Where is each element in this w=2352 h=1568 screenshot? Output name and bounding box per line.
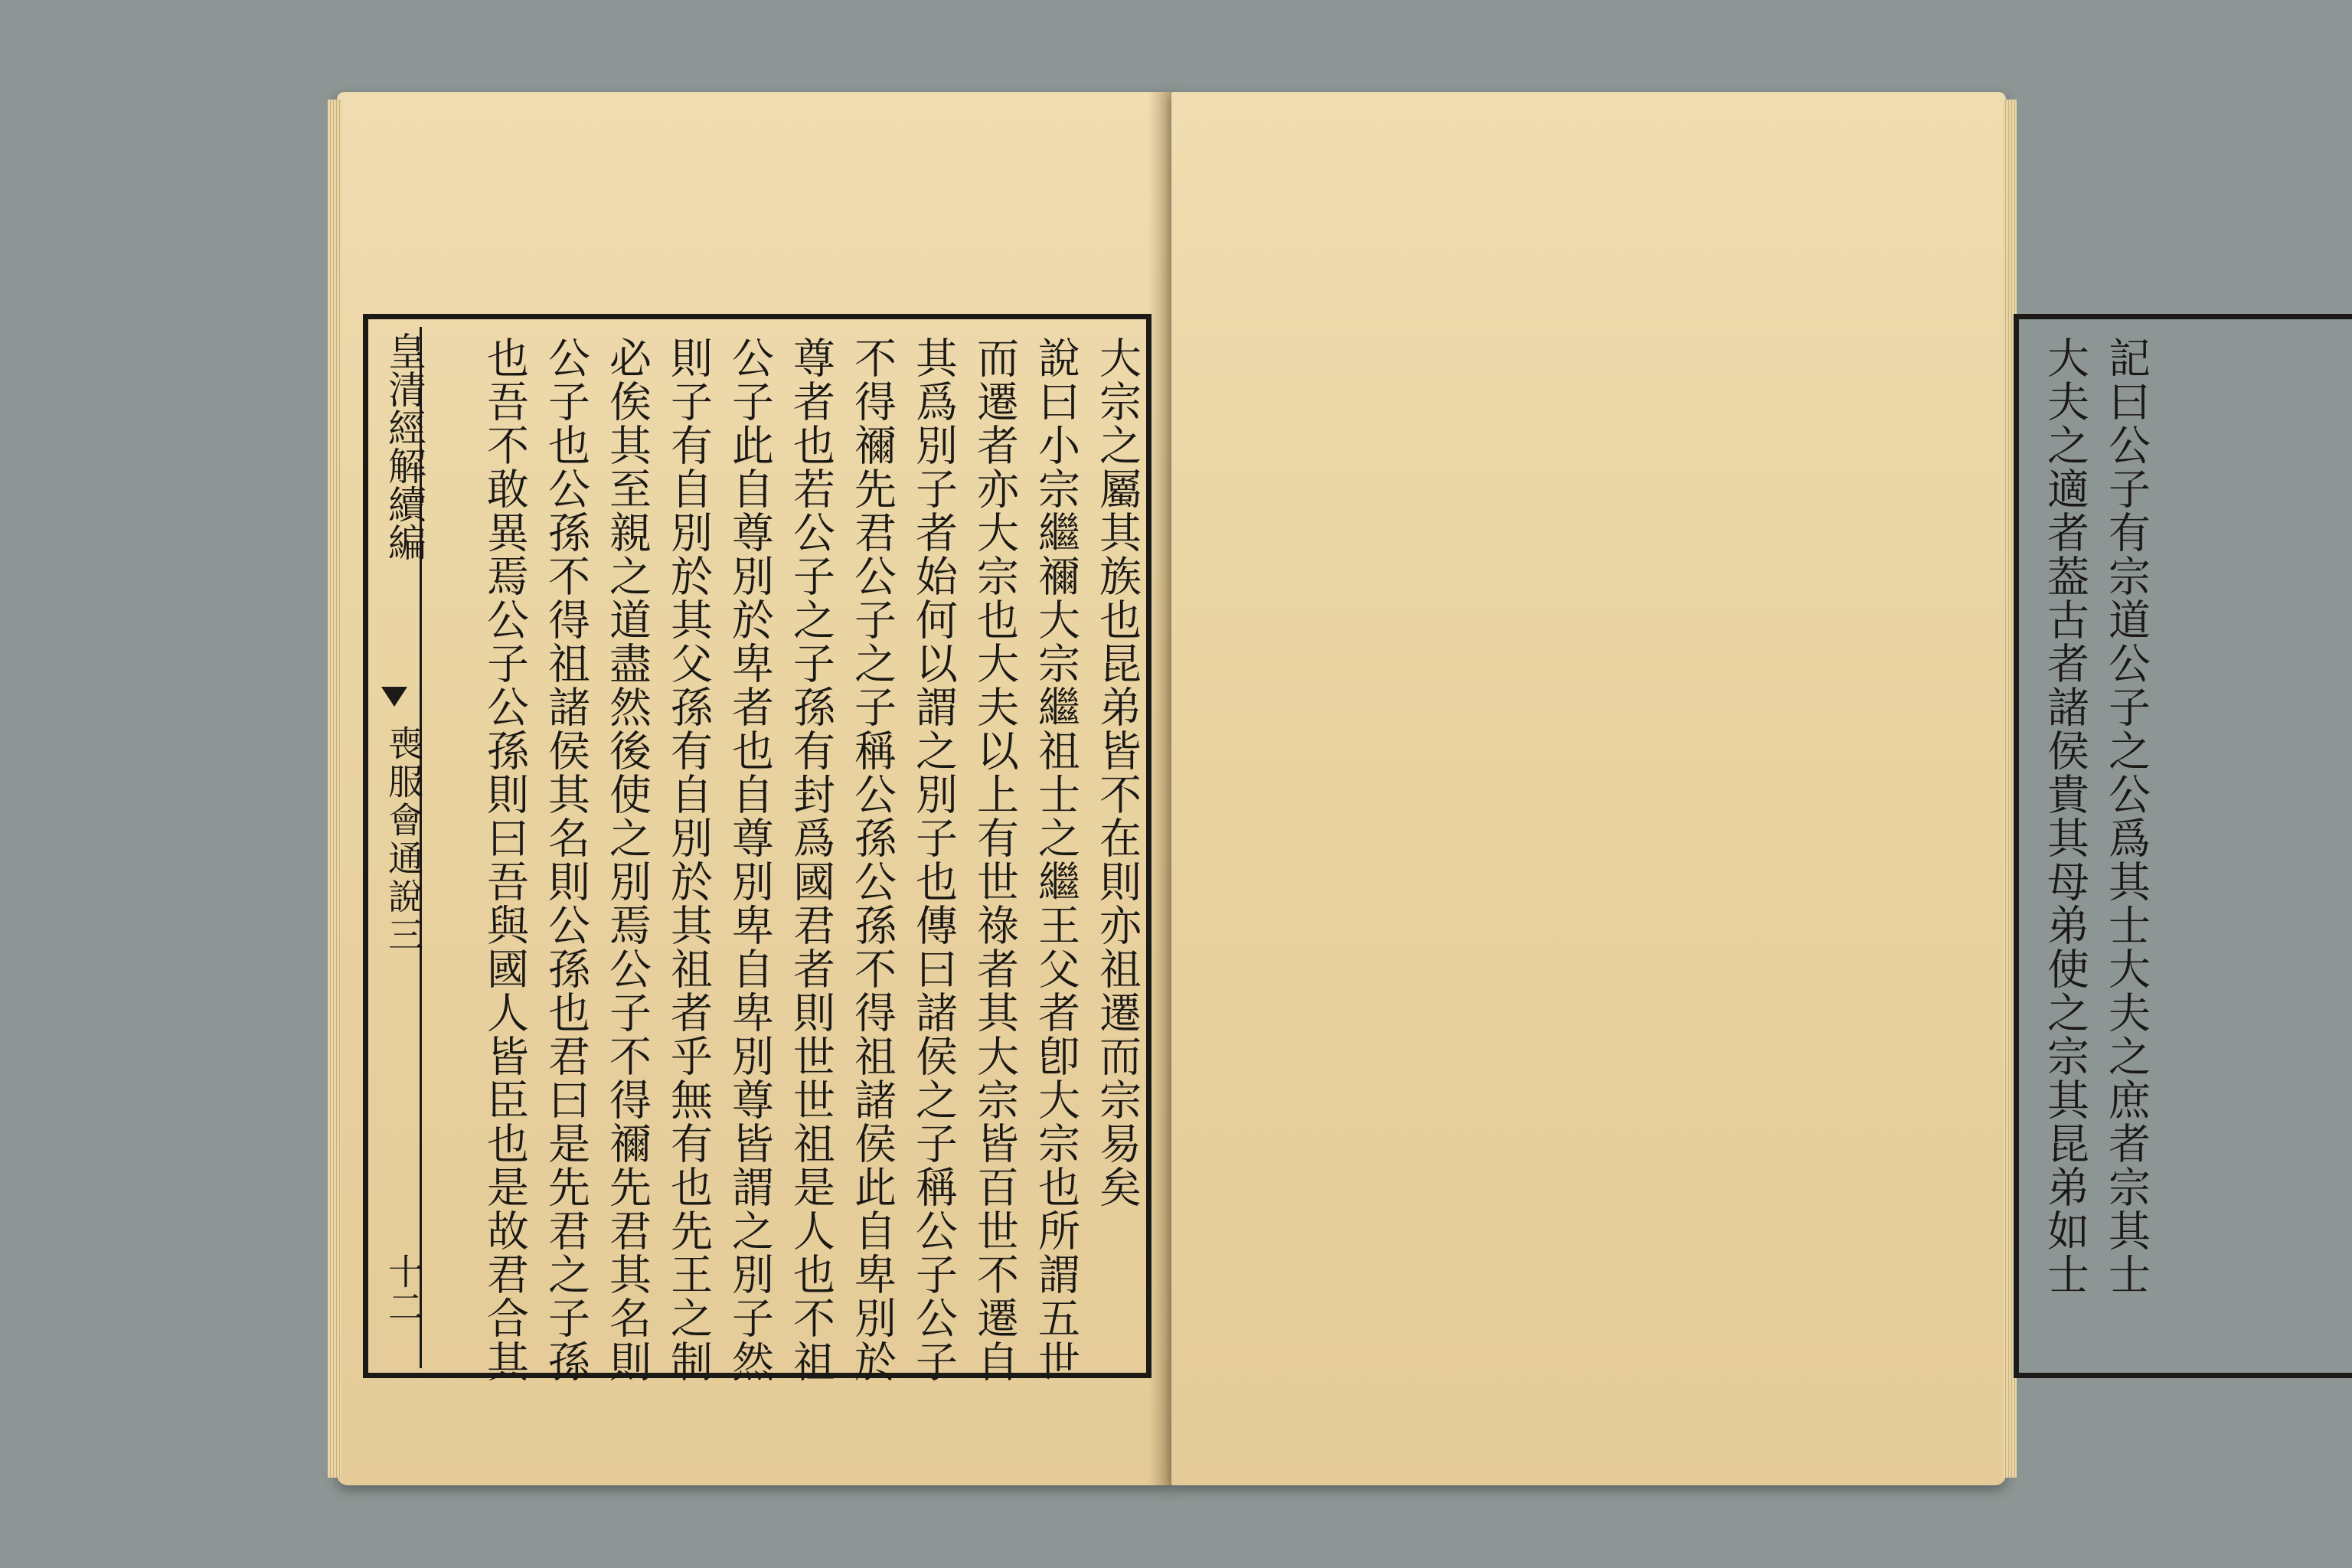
- text-column-8: 則子有自別於其父孫有自別於其祖者乎無有也先王之制: [664, 336, 713, 1383]
- fish-tail-mark: [381, 687, 407, 707]
- text-column-4: 其爲別子者始何以謂之別子也傳曰諸侯之子稱公子公子: [909, 336, 958, 1383]
- right-text-column-1: 記曰公子有宗道公子之公爲其士大夫之庶者宗其士: [2102, 336, 2151, 1296]
- right-page: [1171, 92, 2151, 1485]
- left-page: [337, 92, 1171, 1485]
- left-text-frame: [363, 314, 1152, 1383]
- open-book: [337, 92, 2151, 1485]
- text-column-6: 尊者也若公子之子孫有封爲國君者則世世祖是人也不祖: [786, 336, 835, 1383]
- text-column-2: 說曰小宗繼禰大宗繼祖士之繼王父者卽大宗也所謂五世: [1031, 336, 1080, 1383]
- text-column-5: 不得禰先君公子之子稱公孫公孫不得祖諸侯此自卑別於: [848, 336, 897, 1383]
- right-text-column-2: 大夫之適者葢古者諸侯貴其母弟使之宗其昆弟如士: [2040, 336, 2089, 1296]
- text-column-7: 公子此自尊別於卑者也自尊別卑自卑別尊皆謂之別子然: [725, 336, 774, 1383]
- text-column-11: 也吾不敢異焉公子公孫則曰吾與國人皆臣也是故君合其: [480, 336, 529, 1383]
- text-column-10: 公子也公孫不得祖諸侯其名則公孫也君曰是先君之子孫: [541, 336, 590, 1383]
- text-column-1: 大宗之屬其族也昆弟皆不在則亦祖遷而宗易矣: [1093, 336, 1142, 1209]
- banxin-subtitle: 喪服會通說三: [383, 725, 424, 955]
- text-column-9: 必俟其至親之道盡然後使之別焉公子不得禰先君其名則: [603, 336, 652, 1383]
- right-text-frame: [2014, 314, 2352, 1378]
- banxin-page-number: 十二: [383, 1253, 424, 1324]
- left-banxin: [371, 327, 426, 1368]
- page-edges-left: [328, 100, 341, 1478]
- banxin-title: 皇清經解續編: [382, 332, 426, 561]
- text-column-3: 而遷者亦大宗也大夫以上有世祿者其大宗皆百世不遷自: [970, 336, 1019, 1383]
